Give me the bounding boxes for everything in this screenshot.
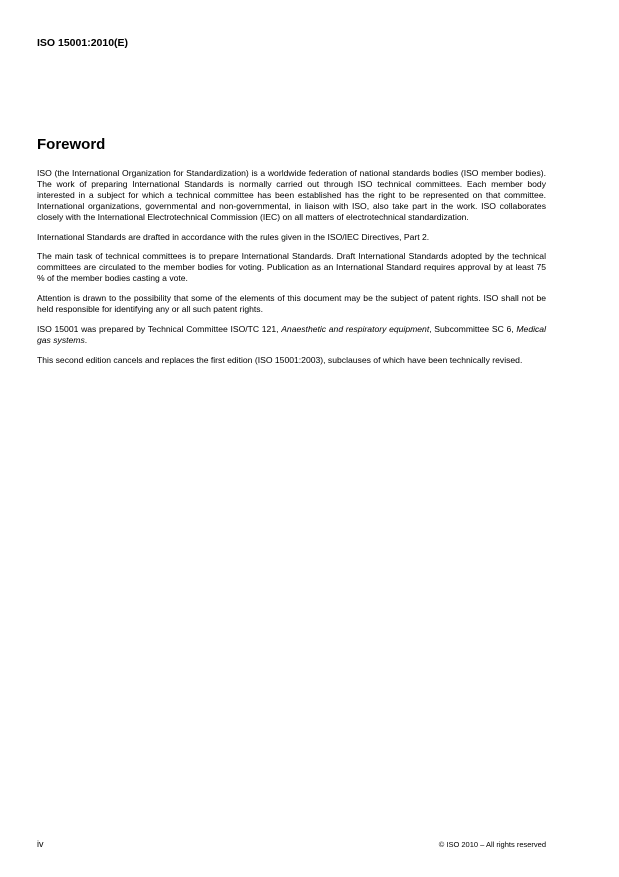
foreword-paragraph-preparation (37, 324, 546, 346)
foreword-paragraph-patent-rights: Attention is drawn to the possibility that some of the elements of this document may be the subject of patent rights. ISO shall not be held responsible for identifying any or all such patent rights. (37, 293, 546, 315)
foreword-heading: Foreword (37, 136, 106, 153)
page-number: iv (37, 839, 44, 849)
foreword-paragraph-committee-task: The main task of technical committees is to prepare International Standards. Draft International Standards adopted by the technical committees are circulated to the member bodies for voting. Publication as an International Standard requires approval by at least 75 % of the member bodies casting a vote. (37, 251, 546, 284)
subcommittee-title-italic: Medical gas systems (37, 323, 546, 345)
preparation-text-part-1: ISO 15001 was prepared by Technical Committee ISO/TC 121, (37, 323, 282, 334)
foreword-paragraph-edition-note: This second edition cancels and replaces the first edition (ISO 15001:2003), subclauses of which have been technically revised. (37, 354, 523, 365)
foreword-paragraph-organization: ISO (the International Organization for Standardization) is a worldwide federation of national standards bodies (ISO member bodies). The work of preparing International Standards is normally carried out through ISO technical committees. Each member body interested in a subject for which a technical committee has been established has the right to be represented on that committee. International organizations, governmental and non-governmental, in liaison with ISO, also take part in the work. ISO collaborates closely with the International Electrotechnical Commission (IEC) on all matters of electrotechnical standardization. (37, 168, 546, 222)
preparation-text-part-2: , Subcommittee SC 6, (429, 323, 517, 334)
document-identifier: ISO 15001:2010(E) (37, 37, 129, 49)
preparation-text-part-3: . (84, 334, 88, 345)
foreword-body (37, 168, 546, 375)
copyright-notice: © ISO 2010 – All rights reserved (438, 840, 546, 849)
committee-title-italic: Anaesthetic and respiratory equipment (281, 323, 430, 334)
foreword-paragraph-drafting-rules: International Standards are drafted in accordance with the rules given in the ISO/IEC Directives, Part 2. (37, 231, 430, 242)
